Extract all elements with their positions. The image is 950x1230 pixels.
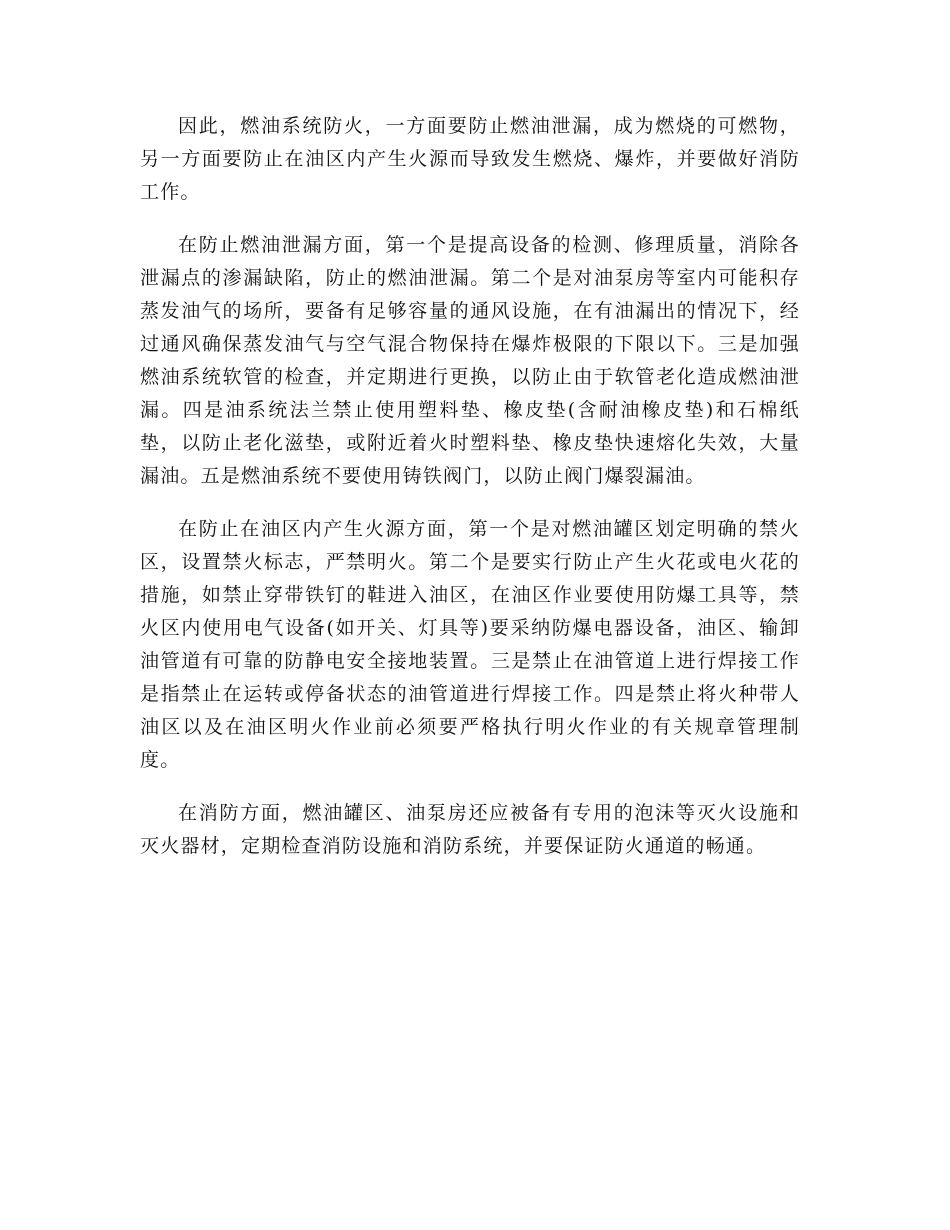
paragraph-fire-prevention-overview: 因此，燃油系统防火，一方面要防止燃油泄漏，成为燃烧的可燃物，另一方面要防止在油区内产生火源而导致发生燃烧、爆炸，并要做好消防工作。 bbox=[140, 115, 800, 203]
paragraph-leak-prevention: 在防止燃油泄漏方面，第一个是提高设备的检测、修理质量，消除各泄漏点的渗漏缺陷，防止的燃油泄漏。第二个是对油泵房等室内可能积存蒸发油气的场所，要备有足够容量的通风设施，在有油漏出的情况下，经过通风确保蒸发油气与空气混合物保持在爆炸极限的下限以下。三是加强燃油系统软管的检查，并定期进行更换，以防止由于软管老化造成燃油泄漏。四是油系统法兰禁止使用塑料垫、橡皮垫(含耐油橡皮垫)和石棉纸垫，以防止老化滋垫，或附近着火时塑料垫、橡皮垫快速熔化失效，大量漏油。五是燃油系统不要使用铸铁阀门，以防止阀门爆裂漏油。 bbox=[140, 234, 800, 487]
paragraph-firefighting: 在消防方面，燃油罐区、油泵房还应被备有专用的泡沫等灭火设施和灭火器材，定期检查消防设施和消防系统，并要保证防火通道的畅通。 bbox=[140, 802, 800, 857]
document-body bbox=[140, 110, 800, 883]
paragraph-ignition-prevention: 在防止在油区内产生火源方面，第一个是对燃油罐区划定明确的禁火区，设置禁火标志，严禁明火。第二个是要实行防止产生火花或电火花的措施，如禁止穿带铁钉的鞋进入油区，在油区作业要使用防爆工具等，禁火区内使用电气设备(如开关、灯具等)要采纳防爆电器设备，油区、输卸油管道有可靠的防静电安全接地装置。三是禁止在油管道上进行焊接工作是指禁止在运转或停备状态的油管道进行焊接工作。四是禁止将火种带人油区以及在油区明火作业前必须要严格执行明火作业的有关规章管理制度。 bbox=[140, 518, 800, 771]
